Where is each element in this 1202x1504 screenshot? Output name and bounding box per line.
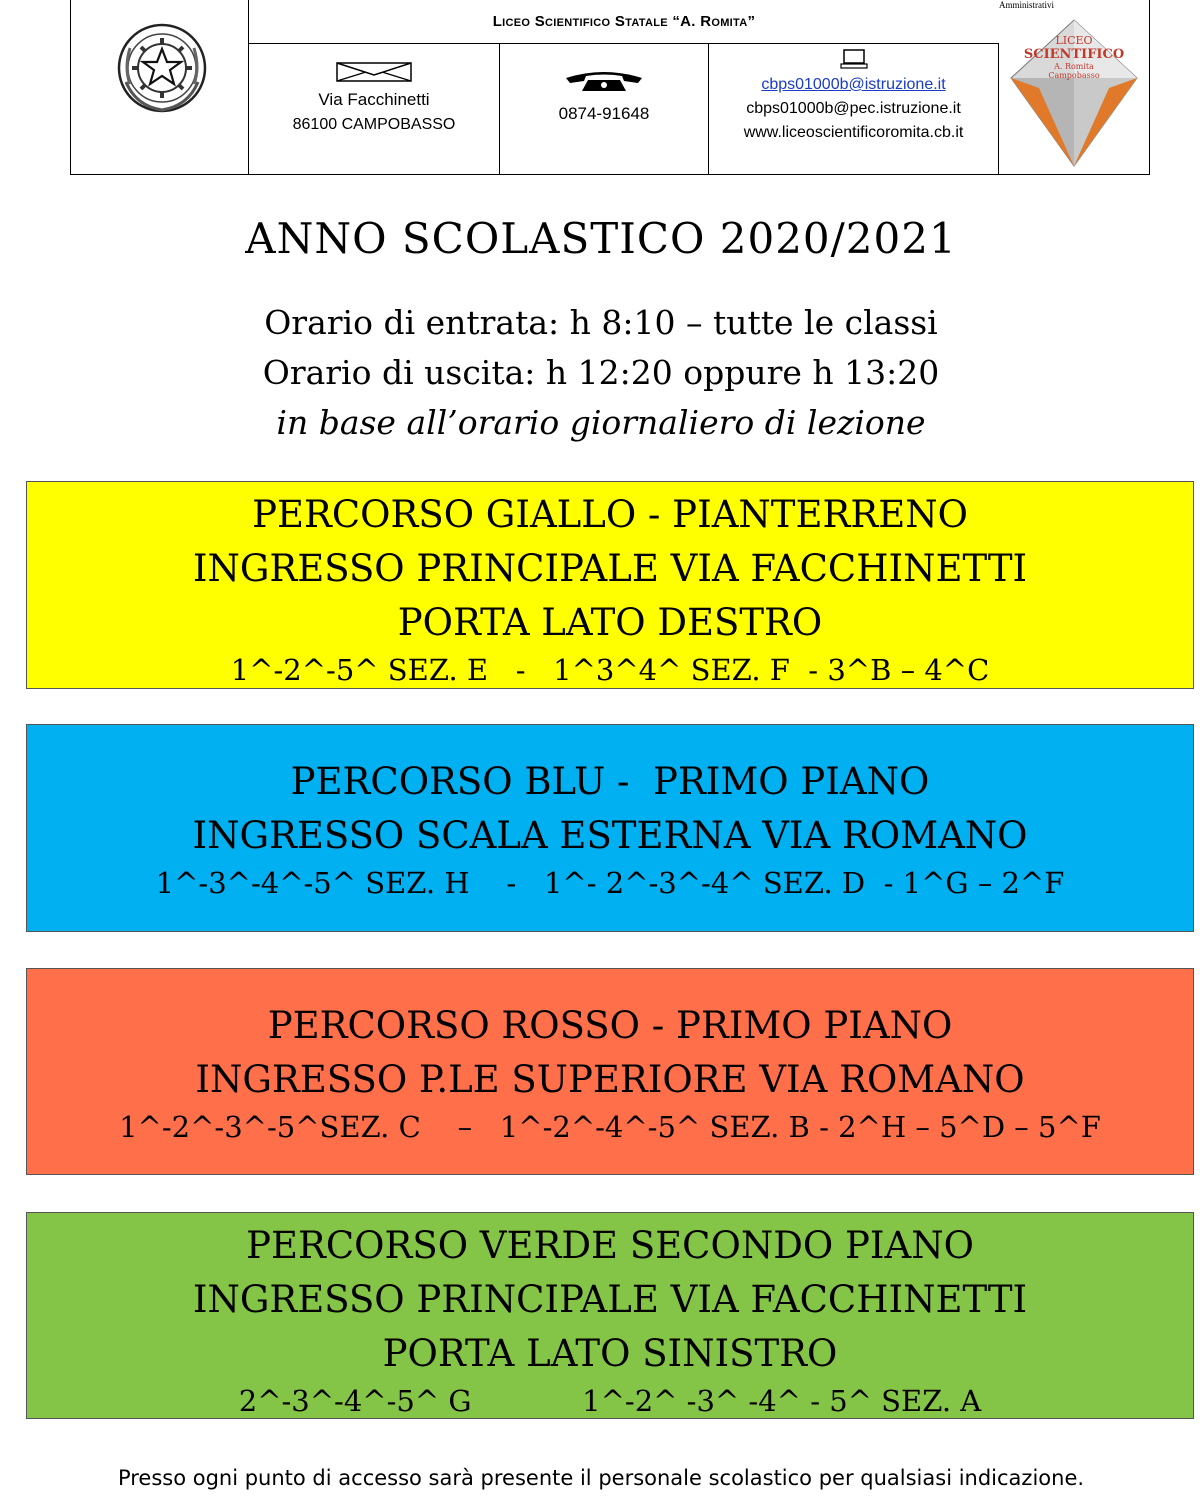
route-red (26, 968, 1194, 1175)
logo-text-liceo: LICEO (1055, 34, 1093, 47)
contact-cell (709, 44, 999, 174)
route-title: PERCORSO ROSSO - PRIMO PIANO (267, 1004, 953, 1047)
route-title: PERCORSO GIALLO - PIANTERRENO (252, 493, 968, 536)
letterhead (70, 0, 1150, 175)
logo-text-campobasso: Campobasso (1048, 71, 1100, 80)
envelope-icon (336, 62, 412, 82)
computer-icon (839, 48, 869, 70)
logo-text-scientifico: SCIENTIFICO (1023, 47, 1125, 62)
emblem-cell (71, 0, 249, 174)
route-entrance: INGRESSO PRINCIPALE VIA FACCHINETTI (192, 1278, 1028, 1321)
exit-time: Orario di uscita: h 12:20 oppure h 13:20 (262, 353, 940, 392)
telephone-icon (562, 70, 646, 92)
phone-number: 0874-91648 (558, 104, 650, 123)
page-title: ANNO SCOLASTICO 2020/2021 (245, 214, 957, 263)
logo-tag: Amministrativi (999, 0, 1054, 10)
route-classes: 1^-3^-4^-5^ SEZ. H - 1^- 2^-3^-4^ SEZ. D - 1^G – 2^F (155, 866, 1065, 900)
route-blue (26, 724, 1194, 932)
pec-email: cbps01000b@pec.istruzione.it (746, 100, 961, 117)
route-door: PORTA LATO SINISTRO (382, 1332, 838, 1375)
entry-time: Orario di entrata: h 8:10 – tutte le classi (264, 303, 938, 342)
route-classes: 2^-3^-4^-5^ G 1^-2^ -3^ -4^ - 5^ SEZ. A (238, 1384, 982, 1418)
school-logo-icon (1009, 18, 1139, 168)
route-green (26, 1212, 1194, 1419)
route-yellow (26, 481, 1194, 689)
route-classes: 1^-2^-3^-5^SEZ. C – 1^-2^-4^-5^ SEZ. B - 2^H – 5^D – 5^F (119, 1110, 1101, 1144)
route-entrance: INGRESSO P.LE SUPERIORE VIA ROMANO (195, 1058, 1025, 1101)
timing-note: in base all’orario giornaliero di lezione (276, 403, 926, 442)
email-link[interactable]: cbps01000b@istruzione.it (761, 76, 946, 93)
footer-note: Presso ogni punto di accesso sarà presente il personale scolastico per qualsiasi indicazione. (117, 1466, 1085, 1490)
route-entrance: INGRESSO SCALA ESTERNA VIA ROMANO (192, 814, 1028, 857)
phone-cell (500, 44, 709, 174)
route-title: PERCORSO BLU - PRIMO PIANO (290, 760, 930, 803)
route-classes: 1^-2^-5^ SEZ. E - 1^3^4^ SEZ. F - 3^B – 4^C (230, 653, 990, 687)
school-logo-cell (999, 0, 1149, 174)
address-street: Via Facchinetti (318, 90, 430, 109)
website: www.liceoscientificoromita.cb.it (743, 124, 964, 141)
address-cell (249, 44, 500, 174)
route-door: PORTA LATO DESTRO (397, 601, 823, 644)
logo-text-romita: A. Romita (1054, 62, 1094, 71)
school-name: Liceo Scientifico Statale “A. Romita” (249, 0, 999, 44)
route-entrance: INGRESSO PRINCIPALE VIA FACCHINETTI (192, 547, 1028, 590)
address-city: 86100 CAMPOBASSO (292, 116, 456, 133)
republic-emblem-icon (116, 22, 208, 114)
route-title: PERCORSO VERDE SECONDO PIANO (246, 1224, 974, 1267)
